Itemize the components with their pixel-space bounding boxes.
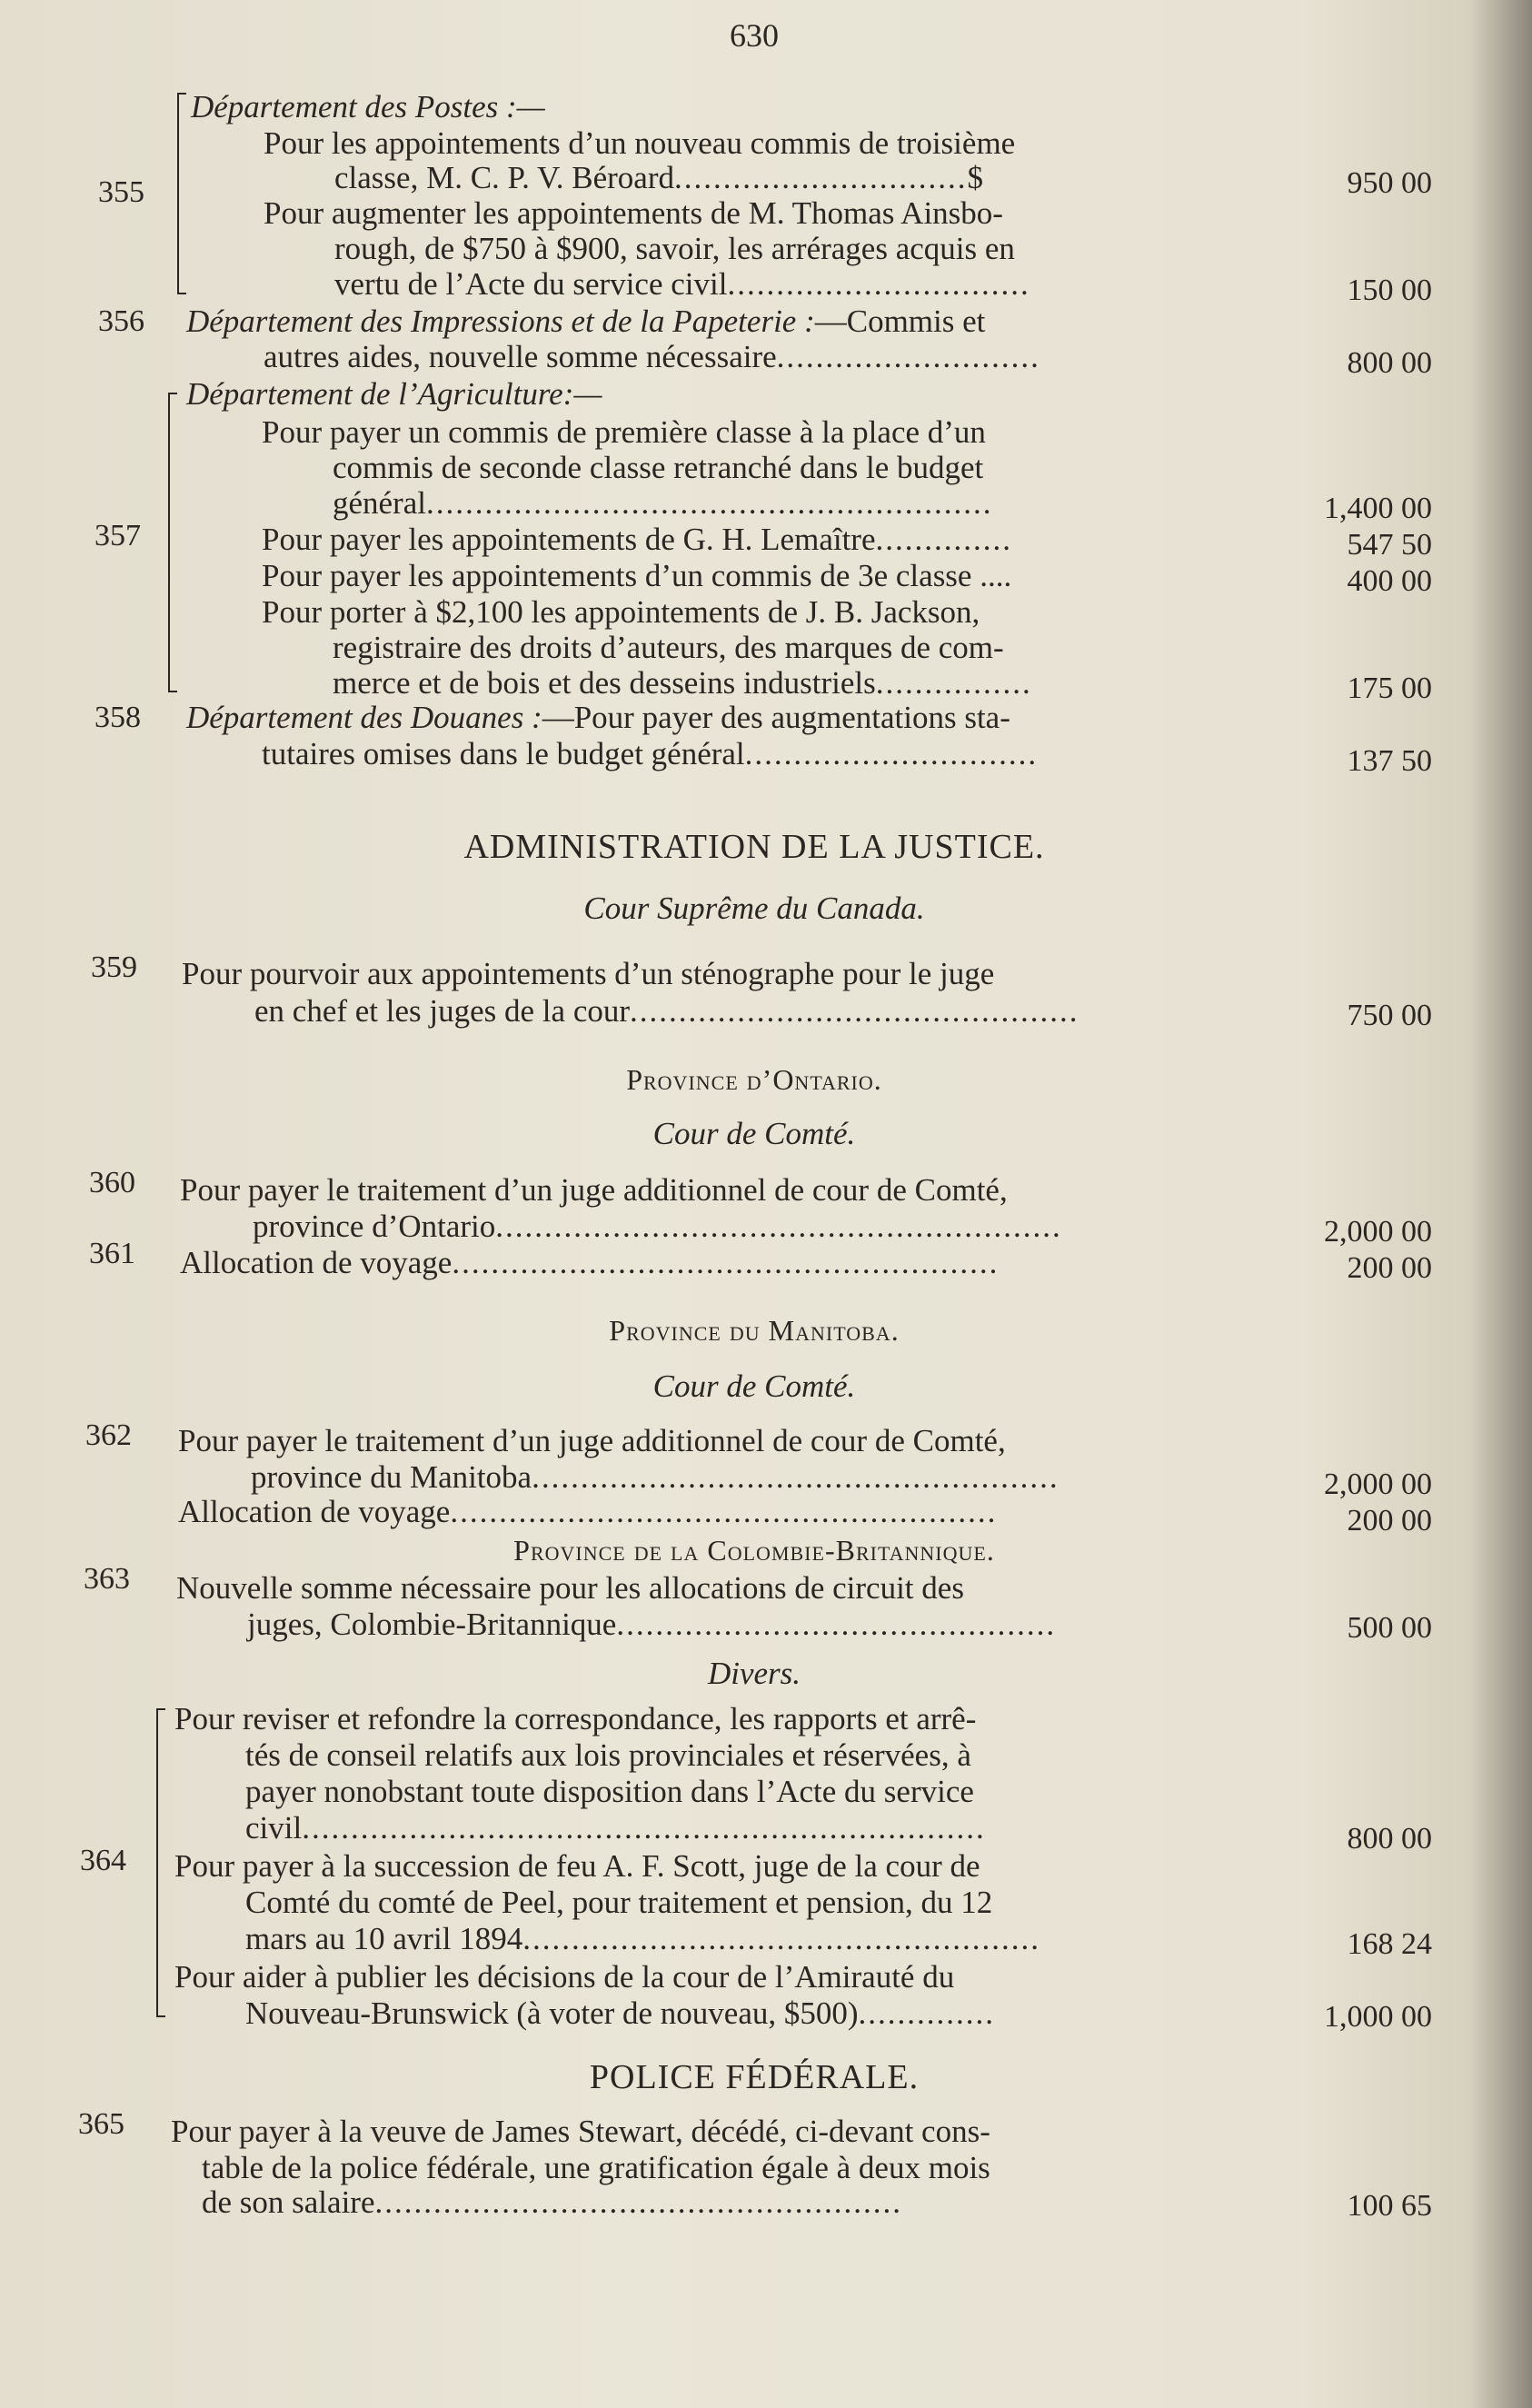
subheading-cour-supreme: Cour Suprême du Canada.: [583, 891, 925, 926]
amount-364b: 168 24: [1347, 1927, 1432, 1961]
line-text: province d’Ontario: [253, 1209, 496, 1244]
item-359-line: [254, 993, 1079, 1030]
item-number-363: 363: [84, 1562, 130, 1596]
dept-title: Département de l’Agriculture:—: [186, 376, 602, 412]
item-357-line: registraire des droits d’auteurs, des marques de com-: [333, 630, 1004, 665]
leader-dots: ..............: [858, 1995, 996, 2031]
amount-357b: 547 50: [1347, 528, 1432, 562]
section-heading-justice: ADMINISTRATION DE LA JUSTICE.: [463, 828, 1045, 866]
item-364-line: payer nonobstant toute disposition dans l’Acte du service: [245, 1774, 974, 1809]
section-heading-police: POLICE FÉDÉRALE.: [589, 2058, 920, 2096]
leader-dots: ......................................................: [532, 1459, 1059, 1495]
item-361-line: [180, 1245, 999, 1281]
item-365-line: table de la police fédérale, une gratification égale à deux mois: [202, 2150, 990, 2185]
item-355-line: rough, de $750 à $900, savoir, les arrérages acquis en: [334, 231, 1015, 266]
item-358-line: [262, 736, 1038, 772]
item-357-line: [186, 376, 602, 413]
item-number-355: 355: [98, 175, 144, 209]
item-362-line: Pour payer le traitement d’un juge additionnel de cour de Comté,: [178, 1423, 1006, 1458]
leader-dots: ..........................................................: [425, 485, 993, 521]
subheading-divers: Divers.: [707, 1656, 801, 1691]
page-number: 630: [730, 17, 779, 54]
amount-361: 200 00: [1347, 1251, 1432, 1285]
item-357-line: [333, 665, 1032, 702]
line-text: en chef et les juges de la cour: [254, 993, 631, 1029]
line-text: tutaires omises dans le budget général: [262, 736, 745, 771]
line-text: —Commis et: [814, 303, 986, 339]
leader-dots: ..............................: [744, 736, 1039, 771]
item-356-line: [264, 339, 1040, 375]
brace-364: [156, 1708, 158, 2017]
amount-365: 100 65: [1347, 2189, 1432, 2223]
item-355-line: [334, 160, 985, 196]
leader-dots: .....................................................: [522, 1921, 1040, 1956]
item-365-line: Pour payer à la veuve de James Stewart, décédé, ci-devant cons-: [171, 2114, 990, 2149]
item-number-357: 357: [95, 519, 141, 552]
dept-title: Département des Douanes :: [186, 700, 542, 735]
amount-360: 2,000 00: [1324, 1215, 1432, 1249]
amount-356: 800 00: [1347, 346, 1432, 380]
leader-dots: ..........................................................: [495, 1209, 1062, 1244]
line-text: merce et de bois et des desseins industriels: [333, 665, 876, 701]
item-364-line: Pour reviser et refondre la correspondance, les rapports et arrê-: [174, 1701, 977, 1736]
brace-355: [177, 93, 179, 294]
item-364-line: tés de conseil relatifs aux lois provinciales et réservées, à: [245, 1737, 971, 1773]
leader-dots: ................: [875, 665, 1032, 701]
amount-364a: 800 00: [1347, 1822, 1432, 1856]
item-355-line: Pour les appointements d’un nouveau commis de troisième: [264, 125, 1016, 161]
subheading-colombie: Province de la Colombie-Britannique.: [513, 1534, 995, 1567]
item-number-359: 359: [91, 950, 137, 984]
item-364-line: Pour aider à publier les décisions de la cour de l’Amirauté du: [174, 1959, 955, 1995]
item-357-line: Pour porter à $2,100 les appointements de J. B. Jackson,: [262, 594, 980, 630]
leader-dots: ......................................................: [374, 2184, 902, 2220]
line-text: province du Manitoba: [251, 1459, 532, 1495]
item-357-line: [333, 485, 992, 522]
amount-355a: 950 00: [1347, 166, 1432, 200]
leader-dots: ........................................................: [450, 1494, 998, 1529]
line-text: —Pour payer des augmentations sta-: [542, 700, 1010, 735]
leader-dots: ..............: [875, 522, 1012, 557]
item-360-line: [253, 1209, 1062, 1245]
dept-title: Département des Impressions et de la Papeterie :: [186, 303, 815, 339]
line-text: Pour payer les appointements de G. H. Lemaître: [262, 522, 876, 557]
subheading-cour-comte: Cour de Comté.: [652, 1116, 856, 1151]
leader-dots: ......................................................................: [302, 1810, 986, 1846]
subheading-cour-comte: Cour de Comté.: [652, 1368, 856, 1404]
line-text: Nouveau-Brunswick (à voter de nouveau, $500): [245, 1995, 859, 2031]
amount-363: 500 00: [1347, 1611, 1432, 1645]
item-363-line: Nouvelle somme nécessaire pour les allocations de circuit des: [176, 1570, 964, 1606]
item-360-line: Pour payer le traitement d’un juge additionnel de cour de Comté,: [180, 1172, 1008, 1208]
item-364-line: [245, 1810, 986, 1846]
line-text: civil: [245, 1810, 303, 1846]
line-text: vertu de l’Acte du service civil: [334, 266, 728, 302]
amount-357c: 400 00: [1347, 564, 1432, 598]
item-number-358: 358: [95, 701, 141, 734]
item-362-line: [178, 1494, 997, 1530]
item-number-365: 365: [78, 2107, 124, 2141]
subheading-manitoba: Province du Manitoba.: [609, 1314, 900, 1347]
item-357-line: Pour payer les appointements d’un commis de 3e classe ....: [262, 558, 1012, 593]
line-text: Allocation de voyage: [180, 1245, 453, 1280]
item-355-line: [191, 89, 545, 125]
dept-title: Département des Postes :—: [191, 89, 545, 124]
amount-364c: 1,000 00: [1324, 2000, 1432, 2034]
line-text: classe, M. C. P. V. Béroard: [334, 160, 674, 195]
amount-362a: 2,000 00: [1324, 1468, 1432, 1501]
line-text: Allocation de voyage: [178, 1494, 451, 1529]
item-number-364: 364: [80, 1844, 126, 1877]
item-364-line: Comté du comté de Peel, pour traitement et pension, du 12: [245, 1885, 993, 1920]
item-number-361: 361: [89, 1237, 135, 1270]
leader-dots: ..............................................: [630, 993, 1079, 1029]
item-number-356: 356: [98, 304, 144, 338]
item-356-line: [186, 303, 985, 340]
item-358-line: [186, 700, 1010, 736]
item-number-362: 362: [85, 1418, 132, 1452]
line-text: autres aides, nouvelle somme nécessaire: [264, 339, 777, 374]
item-355-line: Pour augmenter les appointements de M. Thomas Ainsbo-: [264, 195, 1003, 231]
subheading-ontario: Province d’Ontario.: [626, 1063, 882, 1096]
amount-355b: 150 00: [1347, 274, 1432, 307]
leader-dots: ........................................................: [452, 1245, 1000, 1280]
leader-dots: ...........................: [776, 339, 1040, 374]
amount-358: 137 50: [1347, 744, 1432, 778]
brace-357: [168, 393, 170, 692]
item-357-line: commis de seconde classe retranché dans le budget: [333, 450, 984, 485]
item-364-line: [245, 1995, 995, 2032]
item-357-line: [262, 522, 1012, 558]
item-365-line: [202, 2184, 902, 2221]
item-359-line: Pour pourvoir aux appointements d’un sténographe pour le juge: [182, 956, 995, 991]
amount-357a: 1,400 00: [1324, 492, 1432, 525]
item-364-line: [245, 1921, 1040, 1957]
item-number-360: 360: [89, 1166, 135, 1199]
item-357-line: Pour payer un commis de première classe à la place d’un: [262, 414, 986, 450]
amount-359: 750 00: [1347, 999, 1432, 1032]
leader-dots: .............................................: [616, 1607, 1057, 1642]
line-text: juges, Colombie-Britannique: [247, 1607, 617, 1642]
line-text: mars au 10 avril 1894: [245, 1921, 523, 1956]
leader-dots: ...............................: [727, 266, 1030, 302]
line-text: général: [333, 485, 426, 521]
item-355-line: [334, 266, 1030, 303]
amount-362b: 200 00: [1347, 1504, 1432, 1537]
item-362-line: [251, 1459, 1059, 1496]
line-text: de son salaire: [202, 2184, 375, 2220]
amount-357d: 175 00: [1347, 672, 1432, 705]
leader-dots: ..............................$: [673, 160, 985, 195]
item-364-line: Pour payer à la succession de feu A. F. Scott, juge de la cour de: [174, 1848, 980, 1884]
item-363-line: [247, 1607, 1056, 1643]
